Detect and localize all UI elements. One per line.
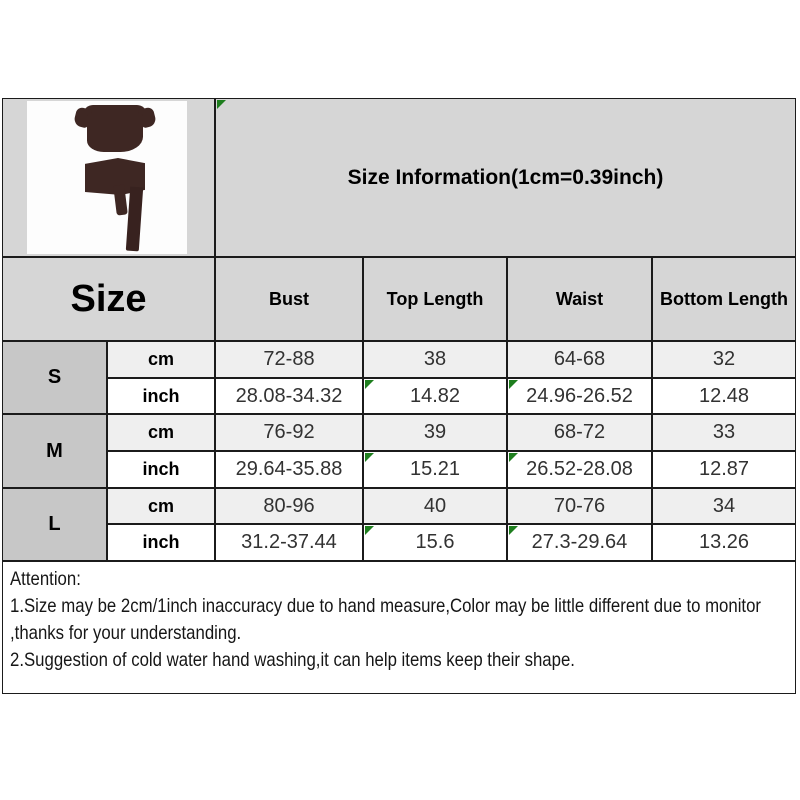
cell-value: 33 bbox=[712, 421, 736, 444]
cell-value: 80-96 bbox=[263, 494, 315, 517]
cell-value: 68-72 bbox=[553, 421, 606, 444]
attention-line-1: 1.Size may be 2cm/1inch inaccuracy due to hand measure,Color may be little different due to monitor bbox=[10, 595, 762, 618]
size-s-cell bbox=[2, 341, 107, 414]
attention-line-2: ,thanks for your understanding. bbox=[10, 622, 242, 645]
size-m-cell bbox=[2, 414, 107, 487]
cell-value: 64-68 bbox=[553, 347, 606, 370]
cm-label: cm bbox=[147, 495, 174, 516]
size-column-header bbox=[2, 257, 215, 341]
size-s-label: S bbox=[47, 366, 62, 389]
cell-value: 34 bbox=[712, 494, 736, 517]
l-cm-top-length-cell bbox=[363, 488, 507, 525]
top-length-column-header bbox=[363, 257, 507, 341]
cell-value: 28.08-34.32 bbox=[235, 384, 343, 407]
cell-value: 29.64-35.88 bbox=[235, 457, 343, 480]
s-inch-unit-cell bbox=[107, 378, 215, 415]
l-cm-bust-cell bbox=[215, 488, 363, 525]
s-inch-waist-cell bbox=[507, 378, 652, 415]
s-inch-top-length-cell bbox=[363, 378, 507, 415]
attention-heading: Attention: bbox=[10, 568, 81, 591]
size-l-label: L bbox=[48, 512, 61, 535]
s-cm-top-length-cell bbox=[363, 341, 507, 378]
l-inch-bust-cell bbox=[215, 524, 363, 561]
l-cm-bottom-length-cell bbox=[652, 488, 796, 525]
cell-value: 12.87 bbox=[698, 457, 750, 480]
cell-value: 38 bbox=[423, 347, 447, 370]
size-l-cell bbox=[2, 488, 107, 561]
cell-value: 40 bbox=[423, 494, 447, 517]
cell-value: 39 bbox=[423, 421, 447, 444]
l-inch-waist-cell bbox=[507, 524, 652, 561]
m-cm-waist-cell bbox=[507, 414, 652, 451]
cell-value: 13.26 bbox=[698, 531, 750, 554]
cell-value: 12.48 bbox=[698, 384, 750, 407]
s-cm-unit-cell bbox=[107, 341, 215, 378]
m-cm-bottom-length-cell bbox=[652, 414, 796, 451]
skirt-sash-long-shape bbox=[126, 187, 143, 252]
m-cm-unit-cell bbox=[107, 414, 215, 451]
bust-column-header bbox=[215, 257, 363, 341]
cell-value: 70-76 bbox=[553, 494, 606, 517]
cell-value: 15.21 bbox=[409, 457, 461, 480]
bust-label: Bust bbox=[269, 288, 309, 309]
s-inch-bust-cell bbox=[215, 378, 363, 415]
s-cm-waist-cell bbox=[507, 341, 652, 378]
size-info-title: Size Information(1cm=0.39inch) bbox=[347, 165, 664, 189]
size-chart-table bbox=[2, 98, 796, 694]
inch-label: inch bbox=[142, 532, 180, 553]
bottom-length-column-header bbox=[652, 257, 796, 341]
m-inch-waist-cell bbox=[507, 451, 652, 488]
l-inch-bottom-length-cell bbox=[652, 524, 796, 561]
l-inch-unit-cell bbox=[107, 524, 215, 561]
cell-value: 72-88 bbox=[263, 347, 315, 370]
waist-label: Waist bbox=[555, 288, 604, 309]
waist-column-header bbox=[507, 257, 652, 341]
size-label: Size bbox=[70, 277, 147, 320]
attention-note-cell bbox=[2, 561, 796, 694]
cell-value: 31.2-37.44 bbox=[241, 531, 337, 554]
m-cm-top-length-cell bbox=[363, 414, 507, 451]
cell-value: 24.96-26.52 bbox=[526, 384, 633, 407]
s-cm-bottom-length-cell bbox=[652, 341, 796, 378]
bottom-length-label: Bottom Length bbox=[660, 288, 788, 309]
m-inch-bust-cell bbox=[215, 451, 363, 488]
size-m-label: M bbox=[46, 439, 63, 462]
cell-value: 26.52-28.08 bbox=[526, 457, 633, 480]
m-inch-bottom-length-cell bbox=[652, 451, 796, 488]
l-inch-top-length-cell bbox=[363, 524, 507, 561]
top-length-label: Top Length bbox=[386, 288, 484, 309]
cell-value: 76-92 bbox=[263, 421, 315, 444]
inch-label: inch bbox=[142, 385, 180, 406]
cell-value: 27.3-29.64 bbox=[531, 531, 628, 554]
l-cm-unit-cell bbox=[107, 488, 215, 525]
cm-label: cm bbox=[147, 348, 174, 369]
m-inch-unit-cell bbox=[107, 451, 215, 488]
cm-label: cm bbox=[147, 422, 174, 443]
crop-top-bodice-shape bbox=[87, 114, 143, 152]
s-inch-bottom-length-cell bbox=[652, 378, 796, 415]
attention-line-3: 2.Suggestion of cold water hand washing,it can help items keep their shape. bbox=[10, 649, 575, 672]
m-cm-bust-cell bbox=[215, 414, 363, 451]
product-photo bbox=[27, 101, 187, 254]
s-cm-bust-cell bbox=[215, 341, 363, 378]
product-photo-cell bbox=[2, 98, 215, 257]
cell-value: 14.82 bbox=[409, 384, 461, 407]
l-cm-waist-cell bbox=[507, 488, 652, 525]
inch-label: inch bbox=[142, 458, 180, 479]
size-info-header-cell bbox=[215, 98, 796, 257]
cell-value: 15.6 bbox=[415, 531, 455, 554]
cell-value: 32 bbox=[712, 347, 736, 370]
m-inch-top-length-cell bbox=[363, 451, 507, 488]
